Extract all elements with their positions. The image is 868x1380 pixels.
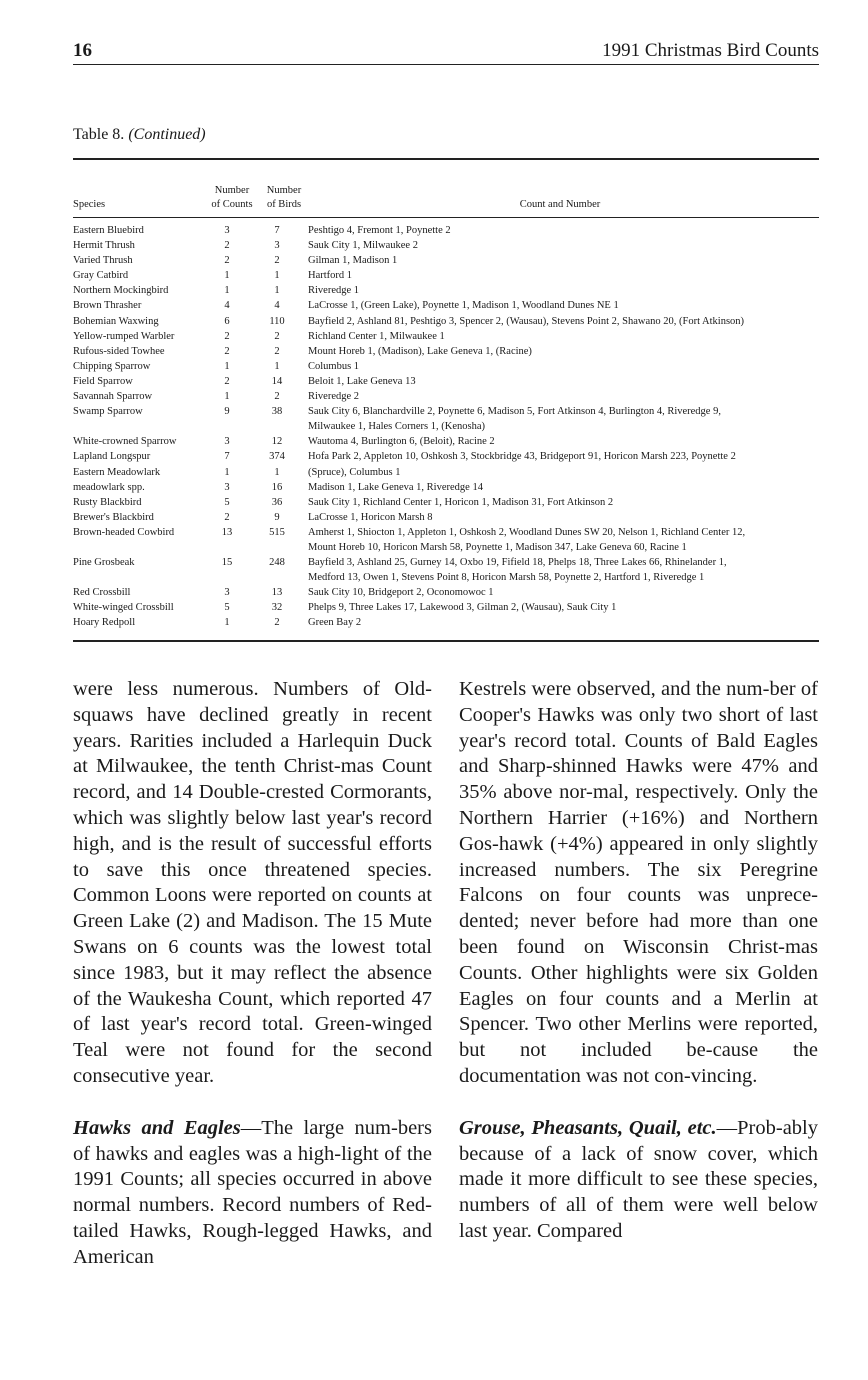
count-and-number-cell: Sauk City 1, Richland Center 1, Horicon 1, Madison 31, Fort Atkinson 2 <box>308 496 614 508</box>
count-and-number-cell: Madison 1, Lake Geneva 1, Riveredge 14 <box>308 481 483 493</box>
count-and-number-cell: Sauk City 6, Blanchardville 2, Poynette 6, Madison 5, Fort Atkinson 4, Burlington 4, Riveredge 9, <box>308 406 721 418</box>
number-of-birds-cell: 2 <box>274 330 280 342</box>
table-row <box>73 359 819 374</box>
section-heading-grouse: Grouse, Pheasants, Quail, etc. <box>459 1116 717 1139</box>
header-number-of-counts: Number of Counts <box>211 185 253 210</box>
count-and-number-cell: Green Bay 2 <box>308 617 362 629</box>
species-cell: Hoary Redpoll <box>73 617 136 629</box>
count-and-number-cell: Mount Horeb 1, (Madison), Lake Geneva 1, (Racine) <box>308 345 532 357</box>
count-and-number-cell: Columbus 1 <box>308 360 360 372</box>
number-of-birds-cell: 374 <box>269 451 285 463</box>
number-of-birds-cell: 16 <box>271 481 283 493</box>
table-caption-continued: (Continued) <box>128 126 206 143</box>
count-and-number-cell: Bayfield 3, Ashland 25, Gurney 14, Oxbo 19, Fifield 18, Phelps 18, Three Lakes 66, Rhinelander 1, <box>308 557 727 569</box>
table-row <box>73 389 819 404</box>
table-top-rule <box>73 158 819 160</box>
number-of-counts-cell: 1 <box>224 285 230 297</box>
number-of-birds-cell: 1 <box>274 466 280 478</box>
species-cell: Hermit Thrush <box>73 240 135 252</box>
number-of-counts-cell: 5 <box>224 496 230 508</box>
table-row <box>73 510 819 525</box>
table-row-continuation <box>73 419 819 434</box>
count-and-number-cell: Gilman 1, Madison 1 <box>308 255 398 267</box>
table-row <box>73 555 819 570</box>
number-of-birds-cell: 110 <box>269 315 285 327</box>
species-cell: Eastern Meadowlark <box>73 466 161 478</box>
table-row <box>73 465 819 480</box>
table-row <box>73 585 819 600</box>
header-species: Species <box>73 199 106 210</box>
number-of-counts-cell: 1 <box>224 270 230 282</box>
number-of-birds-cell: 38 <box>271 406 283 418</box>
table-caption <box>73 126 206 144</box>
species-cell: Lapland Longspur <box>73 451 151 463</box>
species-cell: meadowlark spp. <box>73 481 145 493</box>
count-and-number-cell: Phelps 9, Three Lakes 17, Lakewood 3, Gilman 2, (Wausau), Sauk City 1 <box>308 602 617 614</box>
table-row <box>73 268 819 283</box>
species-cell: Brown-headed Cowbird <box>73 526 175 538</box>
number-of-counts-cell: 2 <box>224 511 230 523</box>
table-bottom-rule <box>73 640 819 642</box>
count-and-number-cell: Richland Center 1, Milwaukee 1 <box>308 330 445 342</box>
number-of-birds-cell: 1 <box>274 360 280 372</box>
table-row <box>73 344 819 359</box>
table-row <box>73 253 819 268</box>
count-and-number-cell: Riveredge 1 <box>308 285 360 297</box>
species-cell: Red Crossbill <box>73 587 131 599</box>
species-cell: Bohemian Waxwing <box>73 315 159 327</box>
count-and-number-cell: LaCrosse 1, Horicon Marsh 8 <box>308 511 433 523</box>
number-of-counts-cell: 3 <box>224 436 230 448</box>
number-of-counts-cell: 2 <box>224 255 230 267</box>
count-and-number-cell: Riveredge 2 <box>308 391 360 403</box>
number-of-counts-cell: 1 <box>224 360 230 372</box>
number-of-counts-cell: 5 <box>224 602 230 614</box>
number-of-birds-cell: 515 <box>269 526 285 538</box>
number-of-counts-cell: 7 <box>224 451 230 463</box>
species-cell: Varied Thrush <box>73 255 133 267</box>
count-and-number-cell: Sauk City 10, Bridgeport 2, Oconomowoc 1 <box>308 587 494 599</box>
species-cell: Rufous-sided Towhee <box>73 345 165 357</box>
table-row <box>73 600 819 615</box>
number-of-birds-cell: 12 <box>271 436 283 448</box>
species-cell: White-crowned Sparrow <box>73 436 177 448</box>
table-header-rule <box>73 217 819 218</box>
table-row <box>73 615 819 630</box>
species-cell: Northern Mockingbird <box>73 285 169 297</box>
number-of-counts-cell: 3 <box>224 225 230 236</box>
number-of-counts-cell: 1 <box>224 391 230 403</box>
count-and-number-cell: (Spruce), Columbus 1 <box>308 466 401 478</box>
table-row <box>73 329 819 344</box>
count-and-number-cell-continued: Mount Horeb 10, Horicon Marsh 58, Poynette 1, Madison 347, Lake Geneva 60, Racine 1 <box>308 541 687 553</box>
number-of-counts-cell: 13 <box>221 526 233 538</box>
count-and-number-cell: Hofa Park 2, Appleton 10, Oshkosh 3, Stockbridge 43, Bridgeport 91, Horicon Marsh 223, Poynette 2 <box>308 451 736 463</box>
species-cell: Rusty Blackbird <box>73 496 142 508</box>
species-cell: Brown Thrasher <box>73 300 142 312</box>
running-header <box>73 40 819 65</box>
table-row <box>73 525 819 540</box>
paragraph: Hawks and Eagles—The large num-bers of hawks and eagles was a high-light of the 1991 Counts; all species occurred in above normal numbers. Record numbers of Red-tailed Hawks, Rough-legged Hawks, and American <box>73 1116 432 1268</box>
number-of-counts-cell: 4 <box>224 300 230 312</box>
count-and-number-cell: Bayfield 2, Ashland 81, Peshtigo 3, Spencer 2, (Wausau), Stevens Point 2, Shawano 20, (Fort Atkinson) <box>308 315 745 327</box>
species-cell: White-winged Crossbill <box>73 602 174 614</box>
table-row <box>73 404 819 419</box>
header-count-and-number: Count and Number <box>519 199 601 210</box>
count-and-number-cell: Beloit 1, Lake Geneva 13 <box>308 375 416 387</box>
number-of-birds-cell: 4 <box>274 300 280 312</box>
table-row <box>73 314 819 329</box>
number-of-counts-cell: 6 <box>224 315 230 327</box>
count-and-number-cell: Peshtigo 4, Fremont 1, Poynette 2 <box>308 225 451 236</box>
paragraph: Grouse, Pheasants, Quail, etc.—Prob-ably because of a lack of snow cover, which made it more difficult to see these species, numbers of all of them were well below last year. Compared <box>459 1116 818 1242</box>
number-of-counts-cell: 1 <box>224 617 230 629</box>
table-row <box>73 374 819 389</box>
species-cell: Eastern Bluebird <box>73 225 144 236</box>
number-of-counts-cell: 2 <box>224 240 230 252</box>
running-title: 1991 Christmas Bird Counts <box>602 40 819 61</box>
table-row <box>73 495 819 510</box>
number-of-birds-cell: 2 <box>274 617 280 629</box>
species-cell: Gray Catbird <box>73 270 129 282</box>
species-cell: Brewer's Blackbird <box>73 511 154 523</box>
table-row <box>73 298 819 313</box>
species-cell: Chipping Sparrow <box>73 360 151 372</box>
header-number-of-birds: Number of Birds <box>266 185 302 210</box>
number-of-birds-cell: 2 <box>274 391 280 403</box>
number-of-counts-cell: 9 <box>224 406 230 418</box>
table-row-continuation <box>73 540 819 555</box>
count-and-number-cell: Wautoma 4, Burlington 6, (Beloit), Racine 2 <box>308 436 495 448</box>
number-of-birds-cell: 2 <box>274 255 280 267</box>
number-of-counts-cell: 2 <box>224 330 230 342</box>
table-row <box>73 238 819 253</box>
number-of-counts-cell: 2 <box>224 375 230 387</box>
right-column <box>459 677 818 1245</box>
species-cell: Swamp Sparrow <box>73 406 143 418</box>
species-cell: Field Sparrow <box>73 375 133 387</box>
table-row-continuation <box>73 570 819 585</box>
number-of-birds-cell: 14 <box>271 375 283 387</box>
number-of-counts-cell: 15 <box>221 557 233 569</box>
count-and-number-cell: LaCrosse 1, (Green Lake), Poynette 1, Madison 1, Woodland Dunes NE 1 <box>308 300 619 312</box>
number-of-birds-cell: 36 <box>271 496 283 508</box>
number-of-birds-cell: 2 <box>274 345 280 357</box>
number-of-birds-cell: 3 <box>274 240 280 252</box>
count-and-number-cell: Hartford 1 <box>308 270 353 282</box>
number-of-counts-cell: 3 <box>224 587 230 599</box>
count-and-number-cell: Sauk City 1, Milwaukee 2 <box>308 240 418 252</box>
count-and-number-cell: Amherst 1, Shiocton 1, Appleton 1, Oshkosh 2, Woodland Dunes SW 20, Nelson 1, Richland Center 12, <box>308 526 746 538</box>
page-number: 16 <box>73 40 92 61</box>
section-heading-hawks: Hawks and Eagles <box>73 1116 241 1139</box>
number-of-birds-cell: 1 <box>274 270 280 282</box>
left-column <box>73 677 432 1271</box>
number-of-birds-cell: 9 <box>274 511 280 523</box>
table-row <box>73 434 819 449</box>
number-of-birds-cell: 248 <box>269 557 285 569</box>
number-of-counts-cell: 2 <box>224 345 230 357</box>
number-of-counts-cell: 3 <box>224 481 230 493</box>
species-cell: Yellow-rumped Warbler <box>73 330 175 342</box>
paragraph: Kestrels were observed, and the num-ber of Cooper's Hawks was only two short of last year's record total. Counts of Bald Eagles and Sharp-shinned Hawks were 47% and 35% above nor-mal, respectively. Only the Northern Harrier (+16%) and Northern Gos-hawk (+4%) appeared in only slightly increased numbers. The six Peregrine Falcons on four counts was unprece-dented; never before had more than one been found on Wisconsin Christ-mas Counts. Other highlights were six Golden Eagles on four counts and a Merlin at Spencer. Two other Merlins were reported, but not included be-cause the documentation was not con-vincing. <box>459 678 818 1087</box>
number-of-counts-cell: 1 <box>224 466 230 478</box>
bird-count-table <box>73 223 819 631</box>
table-row <box>73 480 819 495</box>
number-of-birds-cell: 32 <box>271 602 283 614</box>
count-and-number-cell-continued: Milwaukee 1, Hales Corners 1, (Kenosha) <box>308 421 485 433</box>
count-and-number-cell-continued: Medford 13, Owen 1, Stevens Point 8, Horicon Marsh 58, Poynette 2, Hartford 1, Riveredge 1 <box>308 572 705 584</box>
table-row <box>73 449 819 464</box>
table-row <box>73 283 819 298</box>
number-of-birds-cell: 1 <box>274 285 280 297</box>
paragraph: were less numerous. Numbers of Old-squaws have declined greatly in recent years. Rarities included a Harlequin Duck at Milwaukee, the tenth Christ-mas Count record, and 14 Double-crested Cormorants, which was slightly below last year's record high, and is the result of successful efforts to save this once threatened species. Common Loons were reported on counts at Green Lake (2) and Madison. The 15 Mute Swans on 6 counts was the lowest total since 1983, but it may reflect the absence of the Waukesha Count, which reported 47 of last year's record total. Green-winged Teal were not found for the second consecutive year. <box>73 678 432 1087</box>
species-cell: Savannah Sparrow <box>73 391 153 403</box>
species-cell: Pine Grosbeak <box>73 557 135 569</box>
table-caption-label: Table 8. <box>73 126 125 143</box>
number-of-birds-cell: 7 <box>274 225 280 236</box>
number-of-birds-cell: 13 <box>271 587 283 599</box>
table-row <box>73 223 819 238</box>
